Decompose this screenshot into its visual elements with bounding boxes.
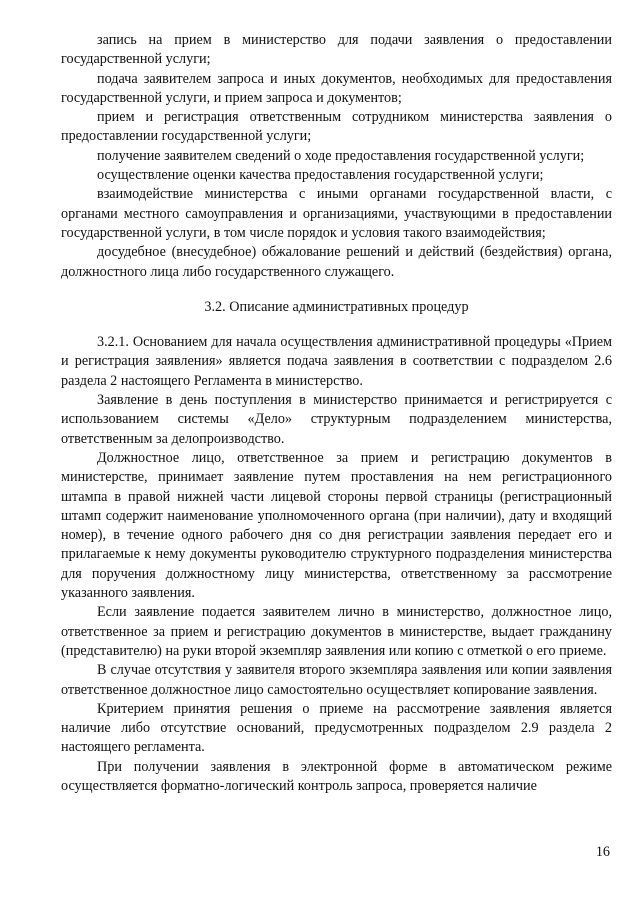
list-item: взаимодействие министерства с иными органами государственной власти, с органами местного самоуправления и организациями, участвующими в предоставлении государственной услуги, в том числе порядок и условия такого взаимодействия;: [61, 186, 612, 241]
page-number: 16: [595, 844, 610, 860]
paragraph: Критерием принятия решения о приеме на рассмотрение заявления является наличие либо отсутствие оснований, предусмотренных подразделом 2.9 раздела 2 настоящего регламента.: [61, 700, 612, 756]
section-heading: 3.2. Описание административных процедур: [204, 298, 469, 315]
paragraph: Заявление в день поступления в министерство принимается и регистрируется с использованием системы «Дело» структурным подразделением министерства, ответственным за делопроизводство.: [61, 392, 612, 447]
paragraph: 3.2.1. Основанием для начала осуществления административной процедуры «Прием и регистрация заявления» является подача заявления в соответствии с подразделом 2.6 раздела 2 настоящего Регламента в министерство.: [61, 334, 612, 389]
list-item: прием и регистрация ответственным сотрудником министерства заявления о предоставлении государственной услуги;: [61, 109, 612, 145]
paragraph: В случае отсутствия у заявителя второго экземпляра заявления или копии заявления ответственное должностное лицо самостоятельно осуществляет копирование заявления.: [61, 662, 612, 698]
list-item: осуществление оценки качества предоставления государственной услуги;: [97, 167, 544, 184]
body-text: [61, 31, 612, 796]
list-item: получение заявителем сведений о ходе предоставления государственной услуги;: [97, 147, 585, 164]
paragraph: Если заявление подается заявителем лично в министерство, должностное лицо, ответственное за прием и регистрацию документов в министерстве, выдает гражданину (представителю) на руки второй экземпляр заявления или копию с отметкой о его приеме.: [61, 604, 612, 659]
list-item: запись на прием в министерство для подачи заявления о предоставлении государственной услуги;: [61, 32, 612, 68]
paragraph: При получении заявления в электронной форме в автоматическом режиме осуществляется форматно-логический контроль запроса, проверяется наличие: [61, 758, 612, 794]
list-item: досудебное (внесудебное) обжалование решений и действий (бездействия) органа, должностного лица либо государственного служащего.: [61, 244, 612, 280]
paragraph: Должностное лицо, ответственное за прием и регистрацию документов в министерстве, принимает заявление путем проставления на нем регистрационного штампа в правой нижней части лицевой стороны первой страницы (регистрационный штамп содержит наименование уполномоченного органа (при наличии), дату и входящий номер), в течение одного рабочего дня со дня регистрации заявления передает его и прилагаемые к нему документы руководителю структурного подразделения министерства для поручения должностному лицу министерства, ответственному за рассмотрение указанного заявления.: [61, 449, 612, 602]
list-item: подача заявителем запроса и иных документов, необходимых для предоставления государственной услуги, и прием запроса и документов;: [61, 70, 612, 106]
